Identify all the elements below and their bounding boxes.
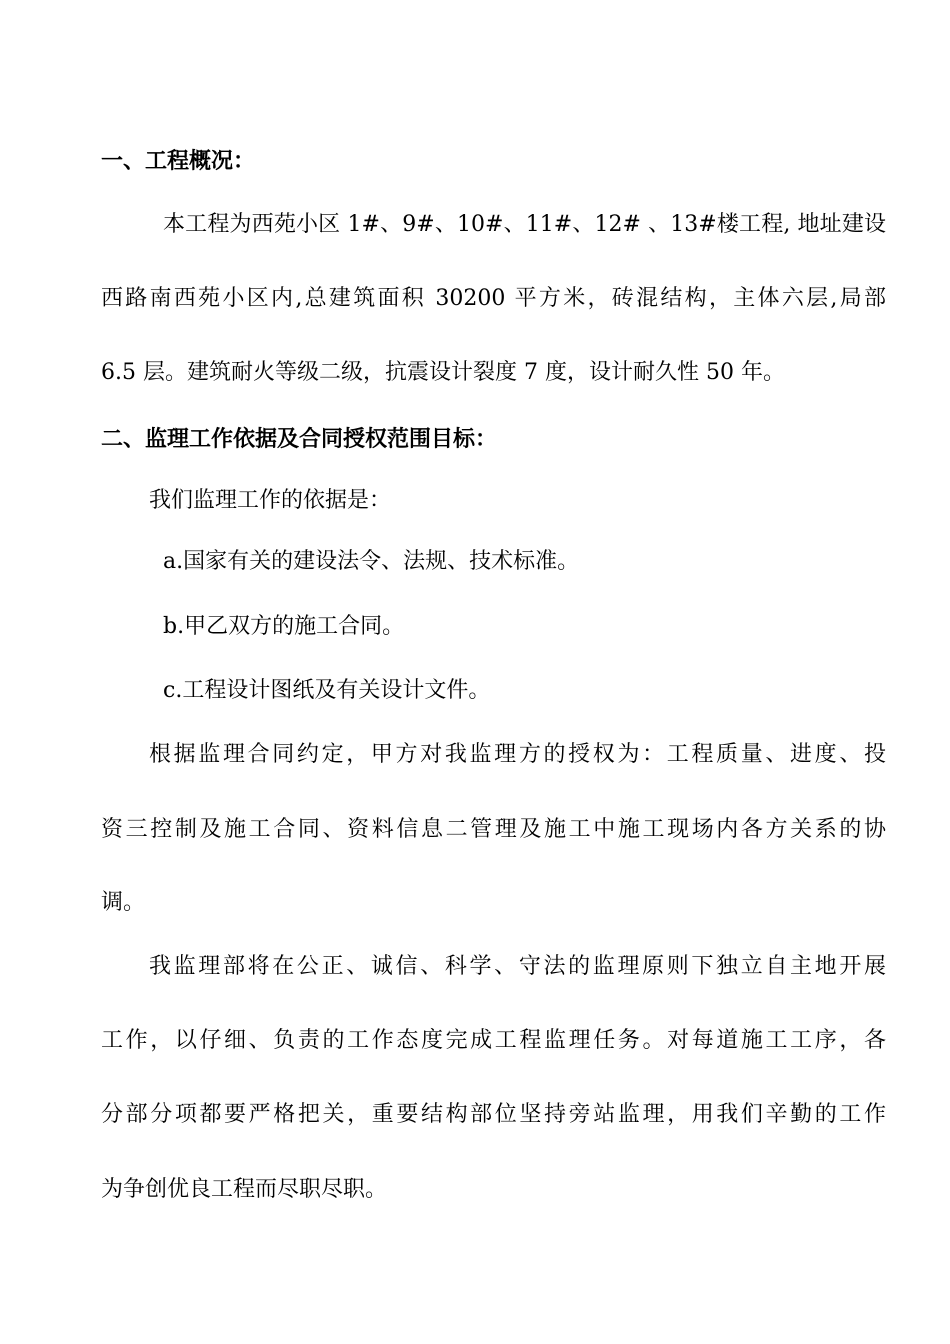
basis-item-b: b.甲乙双方的施工合同。 bbox=[163, 614, 405, 639]
basis-item-c: c.工程设计图纸及有关设计文件。 bbox=[163, 678, 491, 703]
authorization-line-3: 调。 bbox=[101, 890, 146, 915]
section-heading-basis: 二、监理工作依据及合同授权范围目标： bbox=[101, 427, 498, 452]
commitment-line-2: 工作，以仔细、负责的工作态度完成工程监理任务。对每道施工工序，各 bbox=[101, 1028, 886, 1053]
basis-item-a: a.国家有关的建设法令、法规、技术标准。 bbox=[163, 549, 580, 574]
commitment-line-3: 分部分项都要严格把关，重要结构部位坚持旁站监理，用我们辛勤的工作 bbox=[101, 1102, 886, 1127]
overview-line-2: 西路南西苑小区内,总建筑面积 30200 平方米，砖混结构，主体六层,局部 bbox=[101, 286, 886, 311]
overview-line-1: 本工程为西苑小区 1#、9#、10#、11#、12# 、13#楼工程, 地址建设 bbox=[163, 212, 886, 237]
authorization-line-2: 资三控制及施工合同、资料信息二管理及施工中施工现场内各方关系的协 bbox=[101, 817, 886, 842]
commitment-line-4: 为争创优良工程而尽职尽职。 bbox=[101, 1177, 388, 1202]
overview-line-3: 6.5 层。建筑耐火等级二级，抗震设计裂度 7 度，设计耐久性 50 年。 bbox=[101, 360, 785, 385]
authorization-line-1: 根据监理合同约定，甲方对我监理方的授权为：工程质量、进度、投 bbox=[149, 742, 886, 767]
section-heading-overview: 一、工程概况： bbox=[101, 149, 256, 174]
basis-intro: 我们监理工作的依据是： bbox=[149, 488, 392, 513]
commitment-line-1: 我监理部将在公正、诚信、科学、守法的监理原则下独立自主地开展 bbox=[149, 954, 886, 979]
